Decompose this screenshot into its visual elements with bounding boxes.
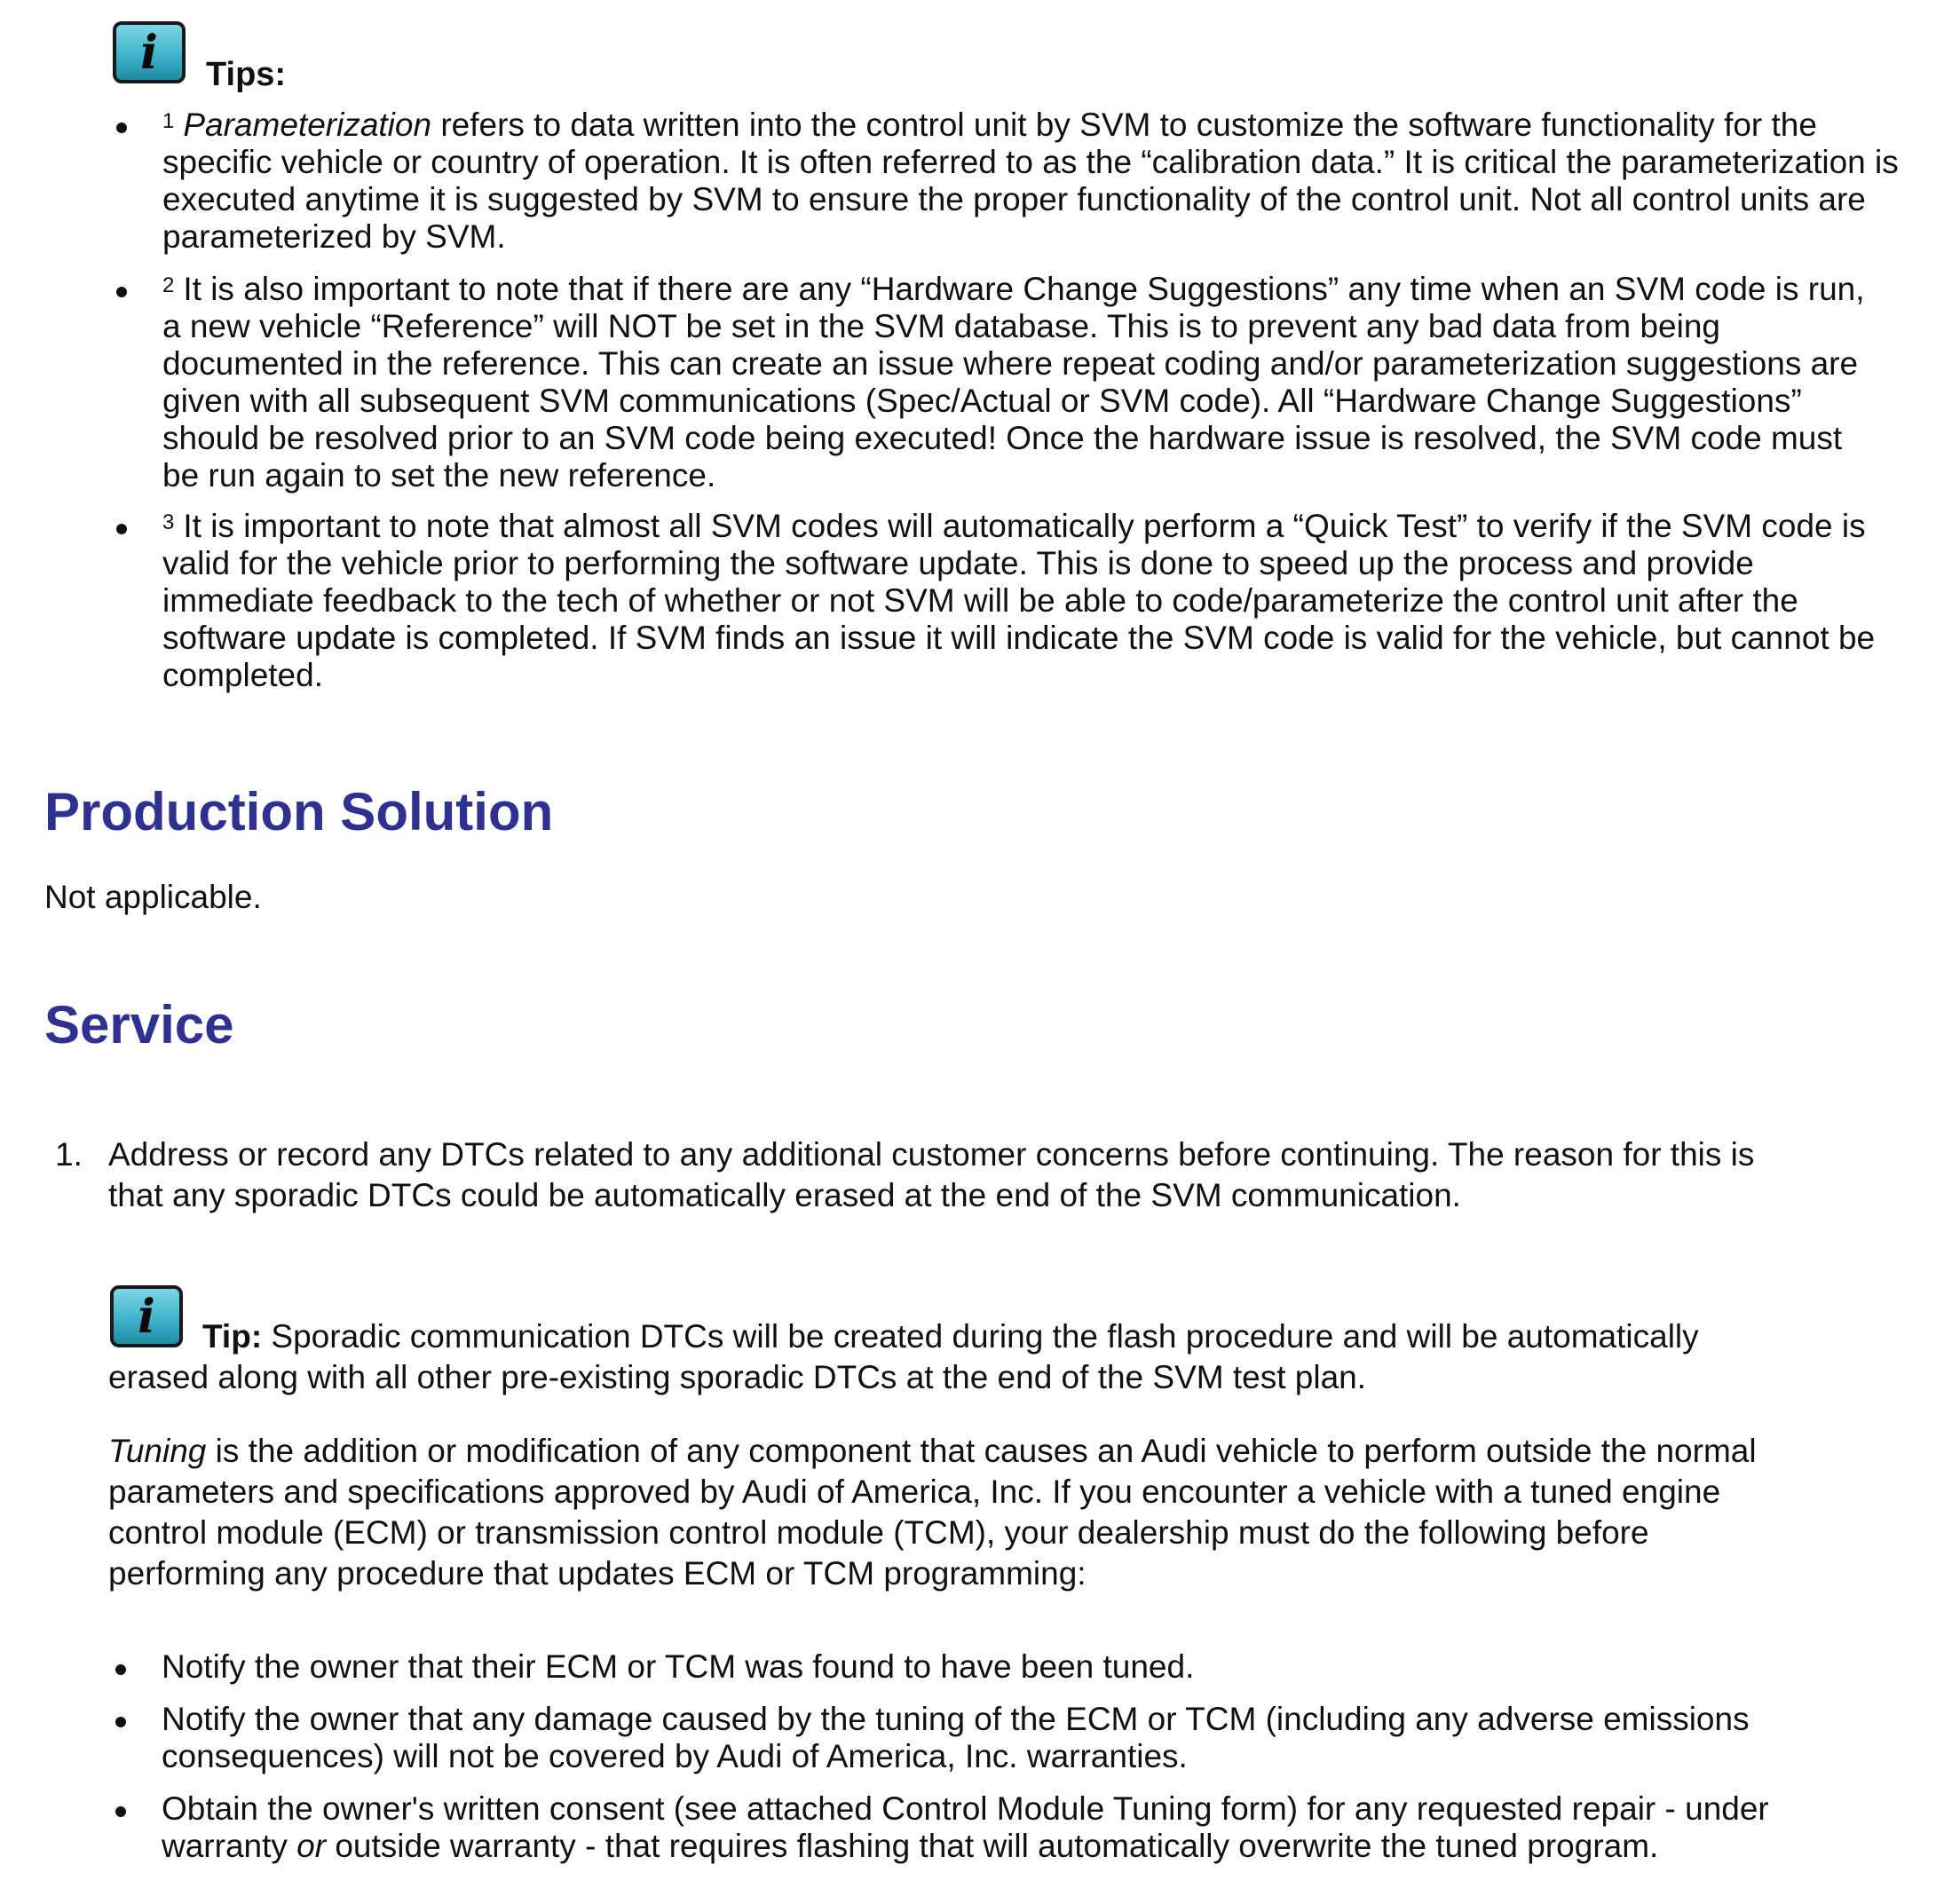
step-1-text: Address or record any DTCs related to any additional customer concerns before continuing. The reason for this is that any sporadic DTCs could be automatically erased at the end of the SVM communication.: [108, 1136, 1755, 1213]
requirement-text: Notify the owner that any damage caused by the tuning of the ECM or TCM (including any adverse emissions consequences) will not be covered by Audi of America, Inc. warranties.: [162, 1701, 1750, 1774]
tip-text: refers to data written into the control unit by SVM to customize the software functionality for the specific vehicle or country of operation. It is often referred to as the “calibration data.” It is critical the parameterization is executed anytime it is suggested by SVM to ensure the proper functionality of the control unit. Not all control units are parameterized by SVM.: [162, 107, 1899, 255]
tip-item-2: [162, 271, 1880, 494]
term-tuning: Tuning: [108, 1433, 207, 1469]
emphasis-or: or: [296, 1828, 327, 1864]
production-solution-text: Not applicable.: [44, 879, 262, 915]
requirement-item-2: [162, 1701, 1795, 1775]
footnote-marker: 1: [162, 109, 175, 133]
bullet-dot: [116, 524, 127, 534]
requirement-item-1: [162, 1648, 1795, 1686]
footnote-marker: 3: [162, 510, 175, 534]
tip-text: It is also important to note that if there are any “Hardware Change Suggestions” any time when an SVM code is run, a new vehicle “Reference” will NOT be set in the SVM database. This is to prevent any bad data from being documented in the reference. This can create an issue where repeat coding and/or parameterization suggestions are given with all subsequent SVM communications (Spec/Actual or SVM code). All “Hardware Change Suggestions” should be resolved prior to an SVM code being executed! Once the hardware issue is resolved, the SVM code must be run again to set the new reference.: [162, 271, 1865, 494]
tip-text: Sporadic communication DTCs will be created during the flash procedure and will be automatically erased along with all other pre-existing sporadic DTCs at the end of the SVM test plan.: [108, 1318, 1699, 1395]
footnote-marker: 2: [162, 273, 175, 297]
service-tip: [108, 1316, 1759, 1398]
info-icon: i: [113, 21, 186, 83]
service-heading: Service: [44, 995, 234, 1055]
requirement-text: Obtain the owner's written consent (see attached Control Module Tuning form) for any requested repair - under warranty: [162, 1790, 1769, 1864]
bullet-dot: [116, 122, 127, 133]
tuning-text: is the addition or modification of any component that causes an Audi vehicle to perform outside the normal parameters and specifications approved by Audi of America, Inc. If you encounter a vehicle with a tuned engine control module (ECM) or transmission control module (TCM), your dealership must do the following before performing any procedure that updates ECM or TCM programming:: [108, 1433, 1757, 1592]
bullet-dot: [116, 287, 127, 297]
tip-item-3: [162, 508, 1880, 694]
requirement-text: Notify the owner that their ECM or TCM was found to have been tuned.: [162, 1648, 1195, 1685]
term-parameterization: Parameterization: [183, 107, 432, 143]
bullet-dot: [115, 1717, 126, 1727]
tip-text: It is important to note that almost all SVM codes will automatically perform a “Quick Test” to verify if the SVM code is valid for the vehicle prior to performing the software update. This is done to speed up the process and provide immediate feedback to the tech of whether or not SVM will be able to code/parameterize the control unit after the software update is completed. If SVM finds an issue it will indicate the SVM code is valid for the vehicle, but cannot be completed.: [162, 508, 1876, 693]
tips-heading: Tips:: [206, 56, 287, 93]
step-number: 1.: [55, 1136, 83, 1173]
tip-label: Tip:: [202, 1318, 263, 1355]
requirement-text: outside warranty - that requires flashing that will automatically overwrite the tuned program.: [326, 1828, 1659, 1864]
requirement-item-3: [162, 1790, 1795, 1865]
bullet-dot: [115, 1664, 126, 1675]
production-solution-heading: Production Solution: [44, 782, 554, 841]
tip-item-1: [162, 107, 1920, 256]
tuning-paragraph: [108, 1431, 1777, 1594]
bullet-dot: [115, 1806, 126, 1817]
info-icon: i: [110, 1285, 183, 1347]
